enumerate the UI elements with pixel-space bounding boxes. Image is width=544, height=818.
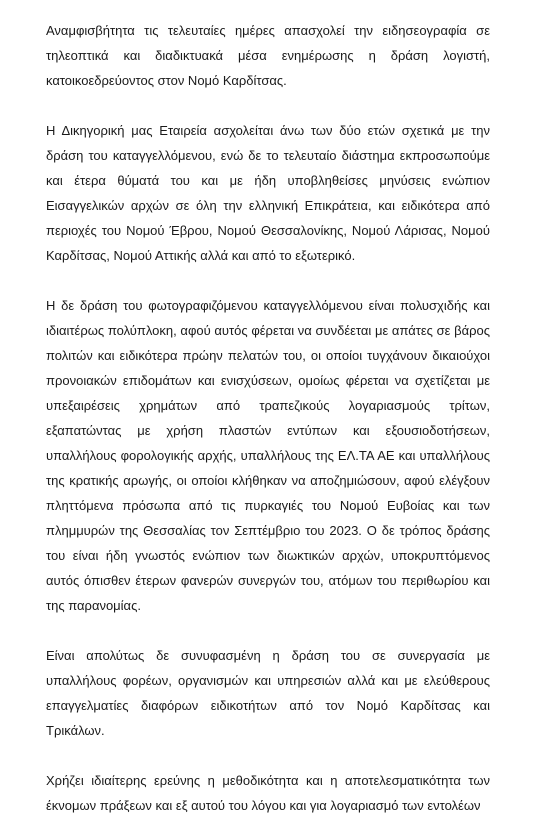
- paragraph-5: Χρήζει ιδιαίτερης ερεύνης η μεθοδικότητα και η αποτελεσματικότητα των έκνομων πράξεων και εξ αυτού του λόγου και για λογαριασμό των εντολέων: [46, 773, 490, 813]
- paragraph-2: Η Δικηγορική μας Εταιρεία ασχολείται άνω των δύο ετών σχετικά με την δράση του καταγγελλόμενου, ενώ δε το τελευταίο διάστημα εκπροσωπούμε και έτερα θύματά του και με ήδη υποβληθείσες μηνύσεις ενώπιον Εισαγγελικών αρχών σε όλη την ελληνική Επικράτεια, και ειδικότερα από περιοχές του Νομού Έβρου, Νομού Θεσσαλονίκης, Νομού Λάρισας, Νομού Καρδίτσας, Νομού Αττικής αλλά και από το εξωτερικό.: [46, 123, 490, 263]
- paragraph-4: Είναι απολύτως δε συνυφασμένη η δράση του σε συνεργασία με υπαλλήλους φορέων, οργανισμών και υπηρεσιών αλλά και με ελεύθερους επαγγελματίες διαφόρων ειδικοτήτων από τον Νομό Καρδίτσας και Τρικάλων.: [46, 648, 490, 738]
- document-body: [46, 18, 490, 818]
- paragraph-1: Αναμφισβήτητα τις τελευταίες ημέρες απασχολεί την ειδησεογραφία σε τηλεοπτικά και διαδικτυακά μέσα ενημέρωσης η δράση λογιστή, κατοικοεδρεύοντος στον Νομό Καρδίτσας.: [46, 23, 490, 88]
- paragraph-3: Η δε δράση του φωτογραφιζόμενου καταγγελλόμενου είναι πολυσχιδής και ιδιαιτέρως πολύπλοκη, αφού αυτός φέρεται να συνδέεται με απάτες σε βάρος πολιτών και ειδικότερα πρώην πελατών του, οι οποίοι τυγχάνουν δικαιούχοι προνοιακών επιδομάτων και ενισχύσεων, ομοίως φέρεται να σχετίζεται με υπεξαιρέσεις χρημάτων από τραπεζικούς λογαριασμούς τρίτων, εξαπατώντας με χρήση πλαστών εντύπων και εξουσιοδοτήσεων, υπαλλήλους φορολογικής αρχής, υπαλλήλους της ΕΛ.ΤΑ ΑΕ και υπαλλήλους της κρατικής αρωγής, οι οποίοι κλήθηκαν να αποζημιώσουν, αφού ελέγξουν πληττόμενα πρόσωπα από τις πυρκαγιές του Νομού Ευβοίας και των πλημμυρών της Θεσσαλίας τον Σεπτέμβριο του 2023. Ο δε τρόπος δράσης του είναι ήδη γνωστός ενώπιον των διωκτικών αρχών, υποκρυπτόμενος αυτός όπισθεν έτερων φανερών συνεργών του, ατόμων του περιθωρίου και της παρανομίας.: [46, 298, 490, 613]
